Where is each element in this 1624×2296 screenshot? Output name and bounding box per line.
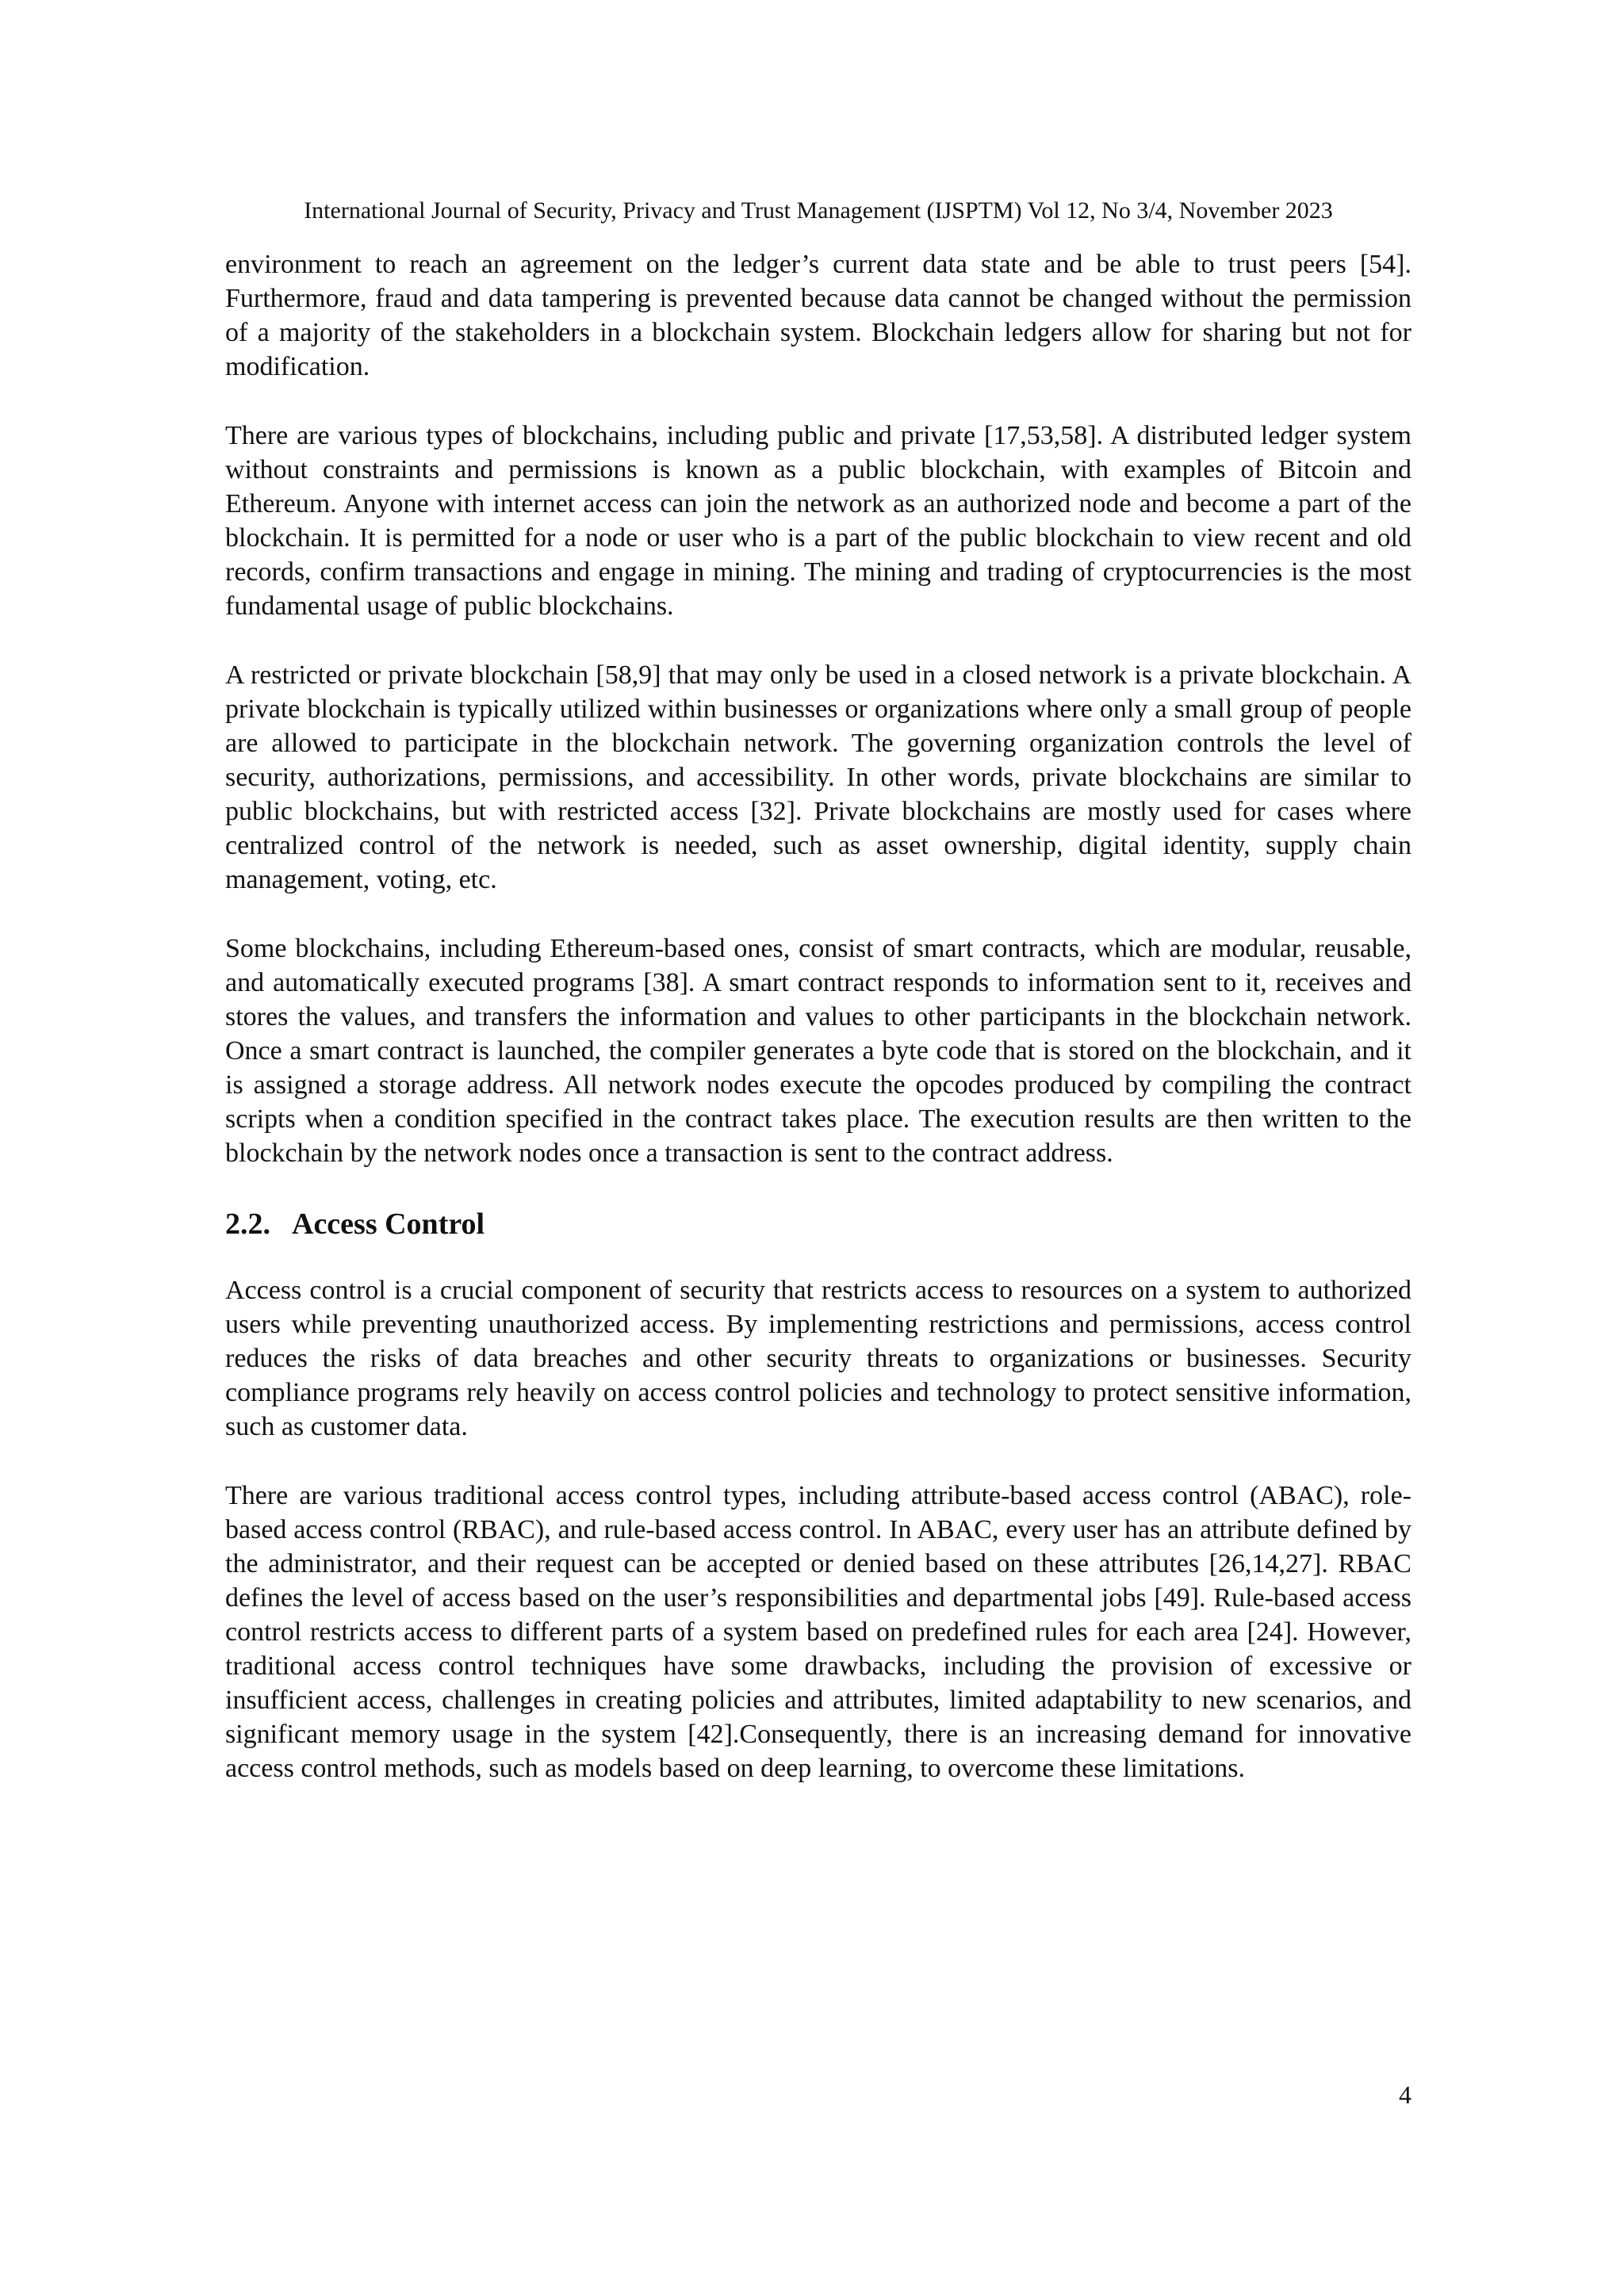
page-body xyxy=(225,247,1411,1820)
section-heading xyxy=(225,1205,1411,1243)
section-number: 2.2. xyxy=(225,1207,270,1241)
paragraph-smart-contracts: Some blockchains, including Ethereum-based ones, consist of smart contracts, which are modular, reusable, and automatically executed programs [38]. A smart contract responds to information sent to it, receives and stores the values, and transfers the information and values to other participants in the blockchain network. Once a smart contract is launched, the compiler generates a byte code that is stored on the blockchain, and it is assigned a storage address. All network nodes execute the opcodes produced by compiling the contract scripts when a condition specified in the contract takes place. The execution results are then written to the blockchain by the network nodes once a transaction is sent to the contract address. xyxy=(225,934,1411,1168)
section-title: Access Control xyxy=(292,1207,485,1241)
paragraph-access-control-types: There are various traditional access control types, including attribute-based access control (ABAC), role-based access control (RBAC), and rule-based access control. In ABAC, every user has an attribute defined by the administrator, and their request can be accepted or denied based on these attributes [26,14,27]. RBAC defines the level of access based on the user’s responsibilities and departmental jobs [49]. Rule-based access control restricts access to different parts of a system based on predefined rules for each area [24]. However, traditional access control techniques have some drawbacks, including the provision of excessive or insufficient access, challenges in creating policies and attributes, limited adaptability to new scenarios, and significant memory usage in the system [42].Consequently, there is an increasing demand for innovative access control methods, such as models based on deep learning, to overcome these limitations. xyxy=(225,1481,1411,1783)
paragraph-public-blockchain: There are various types of blockchains, including public and private [17,53,58]. A distributed ledger system without constraints and permissions is known as a public blockchain, with examples of Bitcoin and Ethereum. Anyone with internet access can join the network as an authorized node and become a part of the blockchain. It is permitted for a node or user who is a part of the public blockchain to view recent and old records, confirm transactions and engage in mining. The mining and trading of cryptocurrencies is the most fundamental usage of public blockchains. xyxy=(225,421,1411,621)
paragraph-private-blockchain: A restricted or private blockchain [58,9] that may only be used in a closed network is a private blockchain. A private blockchain is typically utilized within businesses or organizations where only a small group of people are allowed to participate in the blockchain network. The governing organization controls the level of security, authorizations, permissions, and accessibility. In other words, private blockchains are similar to public blockchains, but with restricted access [32]. Private blockchains are mostly used for cases where centralized control of the network is needed, such as asset ownership, digital identity, supply chain management, voting, etc. xyxy=(225,660,1411,894)
running-header: International Journal of Security, Privacy and Trust Management (IJSPTM) Vol 12, No 3/4, November 2023 xyxy=(304,197,1333,224)
paragraph-access-control-intro: Access control is a crucial component of security that restricts access to resources on a system to authorized users while preventing unauthorized access. By implementing restrictions and permissions, access control reduces the risks of data breaches and other security threats to organizations or businesses. Security compliance programs rely heavily on access control policies and technology to protect sensitive information, such as customer data. xyxy=(225,1276,1411,1441)
paragraph-consensus: environment to reach an agreement on the ledger’s current data state and be able to trust peers [54]. Furthermore, fraud and data tampering is prevented because data cannot be changed without the permission of a majority of the stakeholders in a blockchain system. Blockchain ledgers allow for sharing but not for modification. xyxy=(225,250,1411,381)
page-number: 4 xyxy=(1399,2080,1411,2109)
